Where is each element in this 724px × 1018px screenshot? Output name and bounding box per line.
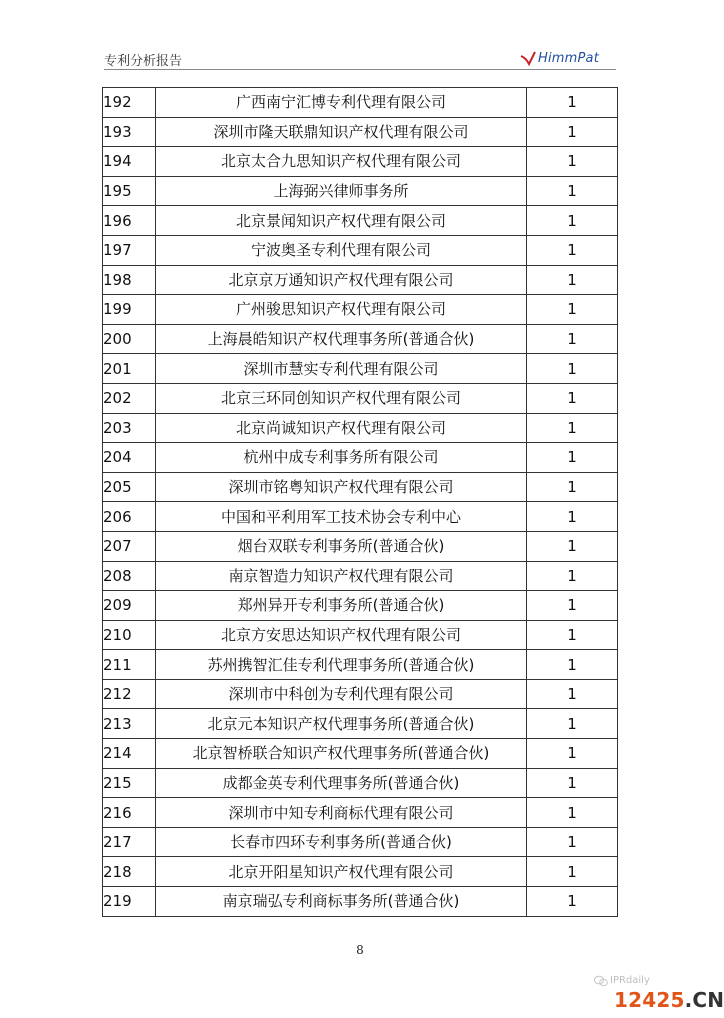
agency-name-cell: 深圳市中科创为专利代理有限公司 (156, 679, 527, 709)
count-cell: 1 (527, 443, 618, 473)
agency-name-cell: 郑州异开专利事务所(普通合伙) (156, 591, 527, 621)
rank-cell: 202 (103, 383, 156, 413)
rank-cell: 197 (103, 235, 156, 265)
agency-name-cell: 烟台双联专利事务所(普通合伙) (156, 531, 527, 561)
agency-name-cell: 上海弼兴律师事务所 (156, 176, 527, 206)
count-cell: 1 (527, 235, 618, 265)
site-watermark-main: 12425 (614, 988, 685, 1012)
count-cell: 1 (527, 265, 618, 295)
count-cell: 1 (527, 206, 618, 236)
agency-name-cell: 南京瑞弘专利商标事务所(普通合伙) (156, 887, 527, 917)
table-row (103, 265, 618, 295)
table-row (103, 591, 618, 621)
rank-cell: 203 (103, 413, 156, 443)
count-cell: 1 (527, 413, 618, 443)
site-watermark-tail: .CN (684, 988, 724, 1012)
table-row (103, 887, 618, 917)
table-row (103, 768, 618, 798)
table-row (103, 88, 618, 118)
table-row (103, 147, 618, 177)
table-row (103, 531, 618, 561)
rank-cell: 201 (103, 354, 156, 384)
rank-cell: 205 (103, 472, 156, 502)
table-row (103, 235, 618, 265)
logo-swoosh-icon (520, 50, 536, 66)
rank-cell: 212 (103, 679, 156, 709)
table-row (103, 650, 618, 680)
agency-name-cell: 南京智造力知识产权代理有限公司 (156, 561, 527, 591)
rank-cell: 198 (103, 265, 156, 295)
agency-name-cell: 深圳市隆天联鼎知识产权代理有限公司 (156, 117, 527, 147)
count-cell: 1 (527, 88, 618, 118)
rank-cell: 210 (103, 620, 156, 650)
rank-cell: 200 (103, 324, 156, 354)
table-row (103, 739, 618, 769)
rank-cell: 215 (103, 768, 156, 798)
rank-cell: 199 (103, 295, 156, 325)
count-cell: 1 (527, 650, 618, 680)
table-row (103, 117, 618, 147)
count-cell: 1 (527, 887, 618, 917)
logo-text: HimmPat (538, 50, 600, 66)
count-cell: 1 (527, 709, 618, 739)
agency-name-cell: 广西南宁汇博专利代理有限公司 (156, 88, 527, 118)
table-row (103, 857, 618, 887)
site-watermark (614, 988, 724, 1012)
table-row (103, 176, 618, 206)
count-cell: 1 (527, 620, 618, 650)
count-cell: 1 (527, 531, 618, 561)
agency-name-cell: 北京智桥联合知识产权代理事务所(普通合伙) (156, 739, 527, 769)
rank-cell: 206 (103, 502, 156, 532)
count-cell: 1 (527, 117, 618, 147)
rank-cell: 219 (103, 887, 156, 917)
agency-name-cell: 杭州中成专利事务所有限公司 (156, 443, 527, 473)
count-cell: 1 (527, 768, 618, 798)
table-row (103, 472, 618, 502)
rank-cell: 217 (103, 827, 156, 857)
table-row (103, 679, 618, 709)
rank-cell: 193 (103, 117, 156, 147)
agency-name-cell: 深圳市慧实专利代理有限公司 (156, 354, 527, 384)
agency-name-cell: 深圳市铭粤知识产权代理有限公司 (156, 472, 527, 502)
agency-name-cell: 北京方安思达知识产权代理有限公司 (156, 620, 527, 650)
table-row (103, 206, 618, 236)
count-cell: 1 (527, 383, 618, 413)
count-cell: 1 (527, 679, 618, 709)
table-row (103, 798, 618, 828)
agency-name-cell: 宁波奥圣专利代理有限公司 (156, 235, 527, 265)
count-cell: 1 (527, 591, 618, 621)
table-row (103, 620, 618, 650)
rank-cell: 194 (103, 147, 156, 177)
count-cell: 1 (527, 739, 618, 769)
rank-cell: 216 (103, 798, 156, 828)
rank-cell: 208 (103, 561, 156, 591)
table-row (103, 502, 618, 532)
agency-name-cell: 北京开阳星知识产权代理有限公司 (156, 857, 527, 887)
agency-name-cell: 北京京万通知识产权代理有限公司 (156, 265, 527, 295)
count-cell: 1 (527, 147, 618, 177)
table-row (103, 413, 618, 443)
wechat-icon (594, 975, 608, 987)
rank-cell: 218 (103, 857, 156, 887)
himmpat-logo (520, 48, 620, 68)
count-cell: 1 (527, 324, 618, 354)
count-cell: 1 (527, 295, 618, 325)
table-body (103, 88, 618, 917)
agency-name-cell: 苏州携智汇佳专利代理事务所(普通合伙) (156, 650, 527, 680)
rank-cell: 211 (103, 650, 156, 680)
count-cell: 1 (527, 502, 618, 532)
rank-cell: 196 (103, 206, 156, 236)
count-cell: 1 (527, 176, 618, 206)
agency-name-cell: 深圳市中知专利商标代理有限公司 (156, 798, 527, 828)
count-cell: 1 (527, 827, 618, 857)
table-row (103, 354, 618, 384)
report-title: 专利分析报告 (104, 54, 183, 69)
rank-cell: 192 (103, 88, 156, 118)
agency-ranking-table (102, 87, 618, 917)
agency-name-cell: 北京尚诚知识产权代理有限公司 (156, 413, 527, 443)
table-row (103, 383, 618, 413)
agency-name-cell: 成都金英专利代理事务所(普通合伙) (156, 768, 527, 798)
count-cell: 1 (527, 472, 618, 502)
table-row (103, 561, 618, 591)
count-cell: 1 (527, 798, 618, 828)
agency-name-cell: 长春市四环专利事务所(普通合伙) (156, 827, 527, 857)
page-number: 8 (356, 943, 364, 957)
rank-cell: 214 (103, 739, 156, 769)
table-row (103, 295, 618, 325)
rank-cell: 207 (103, 531, 156, 561)
agency-name-cell: 中国和平利用军工技术协会专利中心 (156, 502, 527, 532)
table-row (103, 827, 618, 857)
count-cell: 1 (527, 354, 618, 384)
agency-name-cell: 北京太合九思知识产权代理有限公司 (156, 147, 527, 177)
agency-name-cell: 北京元本知识产权代理事务所(普通合伙) (156, 709, 527, 739)
header-divider (104, 69, 616, 70)
count-cell: 1 (527, 857, 618, 887)
count-cell: 1 (527, 561, 618, 591)
agency-name-cell: 北京三环同创知识产权代理有限公司 (156, 383, 527, 413)
wechat-watermark: IPRdaily (610, 975, 650, 986)
table-row (103, 443, 618, 473)
agency-name-cell: 北京景闻知识产权代理有限公司 (156, 206, 527, 236)
rank-cell: 213 (103, 709, 156, 739)
rank-cell: 195 (103, 176, 156, 206)
table-row (103, 709, 618, 739)
rank-cell: 209 (103, 591, 156, 621)
table-row (103, 324, 618, 354)
rank-cell: 204 (103, 443, 156, 473)
agency-name-cell: 上海晨皓知识产权代理事务所(普通合伙) (156, 324, 527, 354)
agency-name-cell: 广州骏思知识产权代理有限公司 (156, 295, 527, 325)
